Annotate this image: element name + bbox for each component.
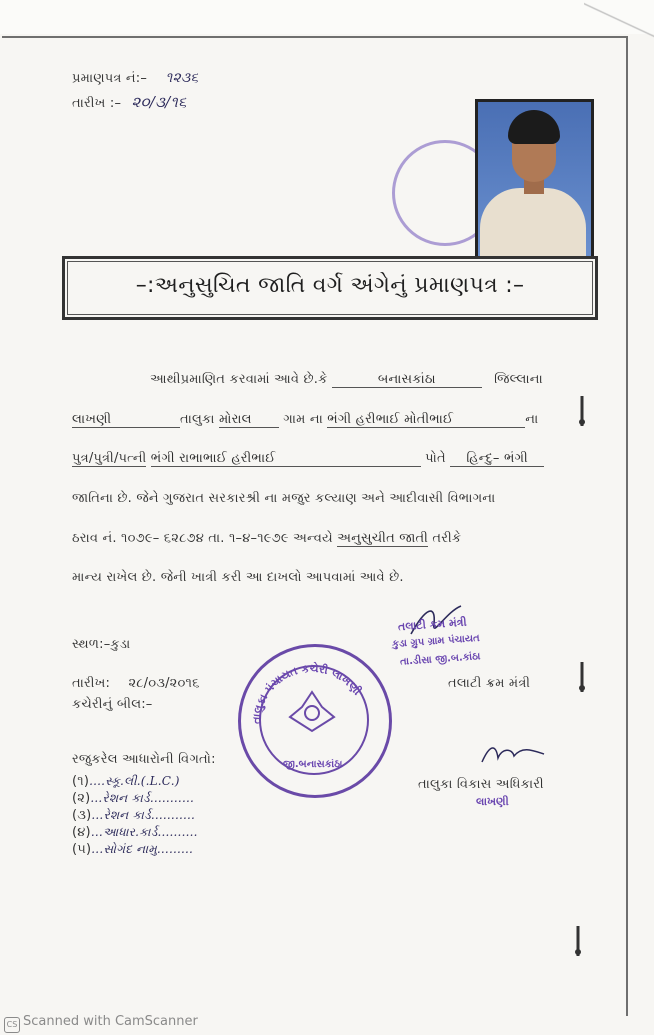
- body-line-3: [72, 451, 544, 467]
- seal-emblem-icon: [282, 687, 342, 737]
- page-top-margin: [0, 0, 654, 34]
- document-item-text: ...આધાર.કાર્ડ..........: [90, 825, 198, 839]
- document-item-text: ...રેશન કાર્ડ...........: [90, 791, 194, 805]
- body-line-5: [72, 531, 461, 547]
- caste-field: હિન્દુ– ભંગી: [450, 451, 544, 467]
- header-date-value: ૨૦/૩/૧૬: [131, 93, 187, 111]
- seal-bottom-text: જી.બનાસકાંઠા: [283, 759, 343, 770]
- camscanner-watermark: [4, 1014, 198, 1033]
- header-date-label: તારીખ :–: [72, 96, 122, 111]
- document-item-number: (૫): [72, 842, 92, 857]
- issue-date-label: તારીખ:: [72, 676, 111, 691]
- certificate-number-value: ૧૨૩૬: [165, 70, 199, 86]
- document-item: [72, 825, 198, 842]
- relation-label: પુત્ર/પુત્રી/પત્ની: [72, 451, 147, 466]
- document-item: [72, 842, 198, 859]
- document-item-number: (૧): [72, 774, 90, 789]
- staple-mark-icon: [576, 660, 588, 694]
- header-date: [72, 93, 187, 111]
- body-line-1: [150, 372, 543, 388]
- line5-suffix: તરીકે: [432, 531, 462, 546]
- document-item-number: (૨): [72, 791, 91, 806]
- certificate-number: [72, 70, 198, 86]
- certificate-title-box: [62, 256, 598, 320]
- staple-mark-icon: [572, 924, 584, 958]
- talati-designation: તલાટી ક્રમ મંત્રી: [448, 676, 531, 691]
- certificate-title: –:અનુસુચિત જાતિ વર્ગ અંગેનું પ્રમાણપત્ર :–: [135, 273, 525, 298]
- line5-prefix: ઠરાવ નં. ૧૦૭૯– ૬૨૮૭૪ તા. ૧–૪–૧૯૭૯ અન્વયે: [72, 531, 333, 546]
- place-label: સ્થળ:–કુડા: [72, 637, 131, 652]
- document-item-number: (૪): [72, 825, 91, 840]
- tdo-signature: [478, 740, 548, 770]
- paper-fold: [584, 0, 654, 40]
- issue-date-value: ૨૮/૦૩/૨૦૧૬: [128, 676, 200, 691]
- document-item: [72, 774, 198, 791]
- office-bill-label: કચેરીનું બીલ:–: [72, 697, 153, 712]
- document-item-text: ...રેશન કાર્ડ...........: [91, 808, 196, 822]
- issue-date: [72, 676, 200, 691]
- village-field: મોરાલ: [219, 412, 279, 428]
- camscanner-icon: CS: [4, 1017, 20, 1033]
- certificate-number-label: પ્રમાણપત્ર નં:–: [72, 71, 148, 86]
- staple-mark-icon: [576, 394, 588, 428]
- document-item: [72, 791, 198, 808]
- documents-list: [72, 774, 198, 859]
- taluka-panchayat-seal: [238, 644, 392, 798]
- document-item: [72, 808, 198, 825]
- talati-stamp-line-1: તલાટી કમ મંત્રી: [397, 615, 468, 634]
- taluka-field: લાખણી: [72, 412, 180, 428]
- talati-stamp-line-2: કુડા ગ્રુપ ગ્રામ પંચાયત: [391, 632, 481, 651]
- taluka-label: તાલુકા: [180, 412, 215, 427]
- relative-name-field: ભંગી રાભાભાઈ હરીભાઈ: [151, 451, 421, 467]
- document-item-number: (૩): [72, 808, 92, 823]
- tdo-designation: તાલુકા વિકાસ અધિકારી: [418, 777, 544, 792]
- documents-heading: રજુકરેલ આધારોની વિગતો:: [72, 752, 216, 767]
- svg-text:તાલુકા પંચાયત કચેરી લાખણી: તાલુકા પંચાયત કચેરી લાખણી: [249, 661, 364, 725]
- body-line-6: માન્ય રાખેલ છે. જેની ખાત્રી કરી આ દાખલો આપવામાં આવે છે.: [72, 570, 404, 585]
- applicant-photo: [475, 99, 594, 259]
- village-label: ગામ ના: [283, 412, 323, 427]
- district-field: બનાસકાંઠા: [332, 372, 482, 388]
- body-line-2: [72, 412, 538, 428]
- document-item-text: ....સ્કૂ.લી.(.L.C.): [89, 774, 180, 788]
- line1-suffix: જિલ્લાના: [494, 372, 543, 387]
- tdo-place: લાખણી: [476, 795, 509, 808]
- document-item-text: ...સોગંદ નામુ.........: [91, 842, 194, 856]
- line2-end: ના: [525, 412, 539, 427]
- caste-label: પોતે: [425, 451, 446, 466]
- talati-stamp: [392, 604, 552, 684]
- watermark-text: Scanned with CamScanner: [23, 1014, 198, 1029]
- category-field: અનુસુચીત જાતી: [337, 531, 429, 546]
- line1-prefix: આથીપ્રમાણિત કરવામાં આવે છે.કે: [150, 372, 328, 387]
- person-name-field: ભંગી હરીભાઈ મોતીભાઈ: [327, 412, 525, 428]
- body-line-4: જાતિના છે. જેને ગુજરાત સરકારશ્રી ના મજુર કલ્યાણ અને આદીવાસી વિભાગના: [72, 491, 496, 506]
- talati-stamp-line-3: તા.ડીસા જી.બ.કાંઠા: [399, 651, 481, 668]
